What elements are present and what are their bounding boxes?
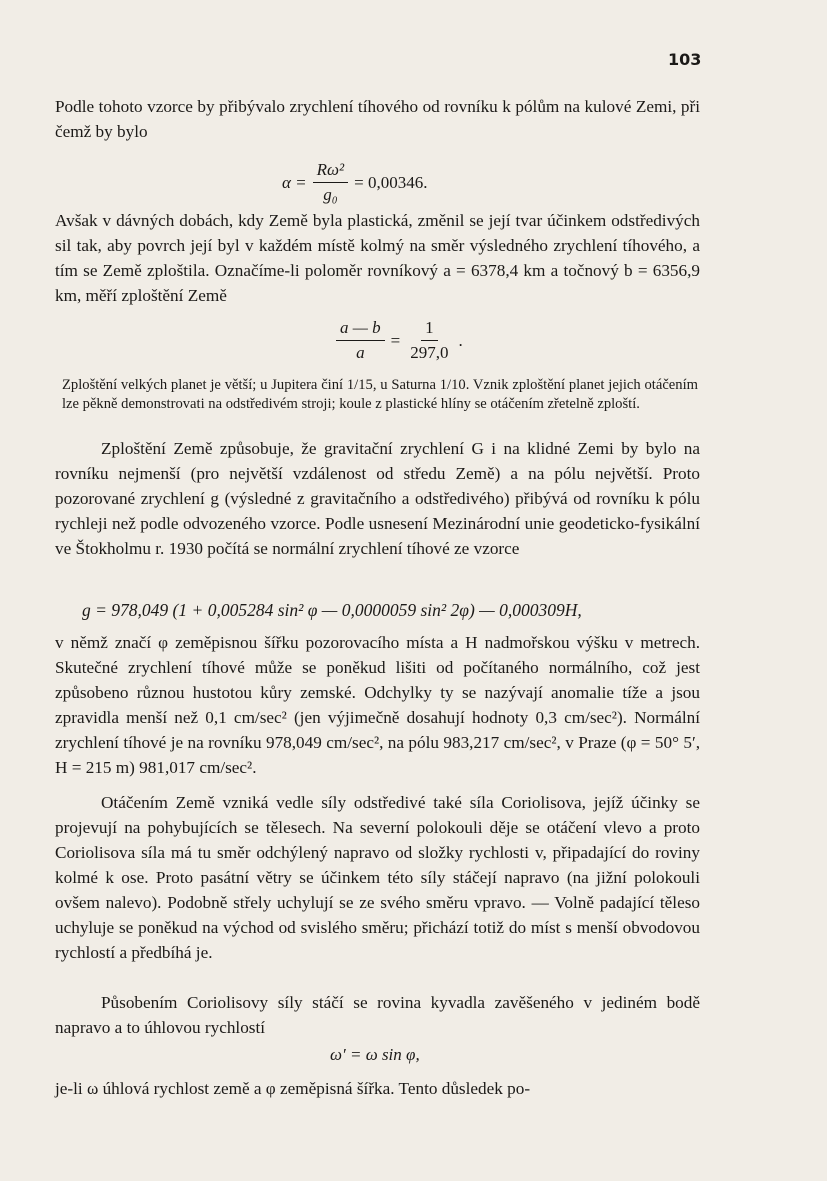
formula-flattening-fraction-1 bbox=[336, 318, 385, 363]
paragraph-6: Působením Coriolisovy síly stáčí se rovina kyvadla zavěšeného v jediném bodě napravo a to úhlovou rychlostí bbox=[55, 993, 700, 1037]
formula-flattening-numerator-2: 1 bbox=[421, 318, 438, 341]
formula-flattening-denominator-2: 297,0 bbox=[410, 343, 449, 362]
formula-alpha-rhs: = 0,00346. bbox=[354, 172, 428, 192]
formula-flattening bbox=[330, 318, 463, 363]
formula-alpha-fraction bbox=[313, 160, 348, 205]
formula-flattening-equals: = bbox=[390, 330, 401, 350]
formula-alpha-lhs: α = bbox=[282, 172, 307, 192]
paragraph-7: je-li ω úhlová rychlost země a φ zeměpisná šířka. Tento důsledek po- bbox=[55, 1079, 531, 1098]
paragraph-2: Avšak v dávných dobách, kdy Země byla plastická, změnil se její tvar účinkem odstředivých sil tak, aby povrch její byl v každém místě kolmý na směr výsledného zrychlení tíhového, a tím se Země zploštila. Označíme-li poloměr rovníkový a = 6378,4 km a točnový b = 6356,9 km, měří zploštění Země bbox=[55, 211, 700, 305]
small-print-note: Zploštění velkých planet je větší; u Jupitera činí 1/15, u Saturna 1/10. Vznik zploštění planet jejich otáčením lze pěkně demonstrovati na odstředivém stroji; koule z plastické hlíny se otáčením zřetelně zploští. bbox=[62, 377, 698, 412]
formula-omega: ω′ = ω sin φ, bbox=[330, 1045, 420, 1064]
formula-flattening-fraction-2 bbox=[406, 318, 452, 363]
paragraph-4: v němž značí φ zeměpisnou šířku pozorovacího místa a H nadmořskou výšku v metrech. Skutečné zrychlení tíhové může se poněkud lišiti od počítaného normálního, což jest způsobeno různou hustotou kůry zemské. Odchylky ty se nazývají anomalie tíže a jsou zpravidla menší než 0,1 cm/sec² (jen výjimečně dosahují hodnoty 0,3 cm/sec²). Normální zrychlení tíhové je na rovníku 978,049 cm/sec², na pólu 983,217 cm/sec², v Praze (φ = 50° 5′, H = 215 m) 981,017 cm/sec². bbox=[55, 633, 700, 777]
formula-flattening-numerator-1: a — b bbox=[336, 318, 385, 341]
paragraph-3: Zploštění Země způsobuje, že gravitační zrychlení G i na klidné Zemi by bylo na rovníku nejmenší (pro největší vzdálenost od středu Země) a na pólu největší. Proto pozorované zrychlení g (výsledné z gravitačního a odstředivého) přibývá od rovníku k pólu rychleji než podle odvozeného vzorce. Podle usnesení Mezinárodní unie geodeticko-fysikální ve Štokholmu r. 1930 počítá se normální zrychlení tíhové ze vzorce bbox=[55, 439, 700, 558]
formula-flattening-denominator-1: a bbox=[356, 343, 365, 362]
formula-alpha-denominator: g₀ bbox=[323, 185, 338, 204]
formula-alpha-numerator: Rω² bbox=[313, 160, 348, 183]
page-number: 103 bbox=[668, 50, 702, 69]
formula-normal-gravity: g = 978,049 (1 + 0,005284 sin² φ — 0,0000059 sin² 2φ) — 0,000309H, bbox=[82, 600, 582, 620]
paragraph-5: Otáčením Země vzniká vedle síly odstředivé také síla Coriolisova, jejíž účinky se projevují na pohybujících se tělesech. Na severní polokouli děje se otáčení vlevo a proto Coriolisova síla má tu směr odchýlený napravo od složky rychlosti v, připadající do roviny kolmé k ose. Proto pasátní větry se účinkem této síly stáčejí napravo (na jižní polokouli ovšem nalevo). Podobně střely uchylují se ze svého směru vpravo. — Volně padající těleso uchyluje se poněkud na východ od svislého směru; přichází totiž do míst s menší obvodovou rychlostí a předbíhá je. bbox=[55, 793, 700, 962]
paragraph-1: Podle tohoto vzorce by přibývalo zrychlení tíhového od rovníku k pólům na kulové Zemi, při čemž by bylo bbox=[55, 97, 700, 141]
formula-alpha bbox=[282, 160, 427, 205]
formula-flattening-end: . bbox=[458, 330, 463, 350]
